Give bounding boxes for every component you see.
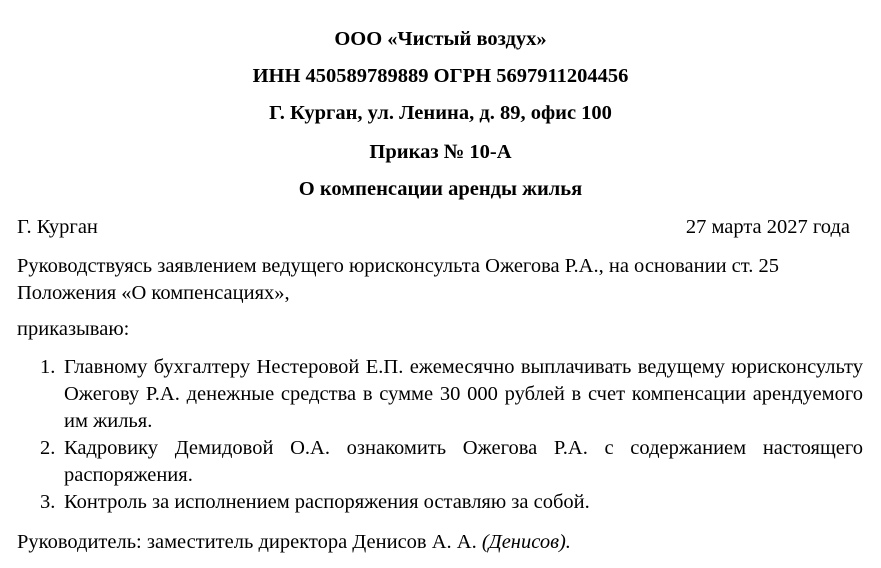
list-item-text: Главному бухгалтеру Нестеровой Е.П. ежемесячно выплачивать ведущему юрисконсульту Ожегову Р.А. денежные средства в сумме 30 000 рублей в счет компенсации арендуемого им жилья. — [64, 356, 863, 432]
company-registration: ИНН 450589789889 ОГРН 5697911204456 — [252, 65, 629, 87]
order-number: Приказ № 10-А — [369, 141, 512, 163]
signature-line — [17, 530, 571, 554]
order-subject: О компенсации аренды жилья — [298, 178, 583, 200]
list-item — [40, 435, 863, 489]
command-word: приказываю: — [17, 318, 130, 340]
place-of-issue: Г. Курган — [17, 216, 98, 238]
list-item-text: Кадровику Демидовой О.А. ознакомить Ожегова Р.А. с содержанием настоящего распоряжения. — [64, 437, 863, 486]
preamble-paragraph: Руководствуясь заявлением ведущего юрисконсульта Ожегова Р.А., на основании ст. 25 Положения «О компенсациях», — [17, 255, 779, 304]
company-address: Г. Курган, ул. Ленина, д. 89, офис 100 — [269, 102, 612, 124]
handwritten-signature: (Денисов). — [481, 531, 571, 553]
list-item-text: Контроль за исполнением распоряжения оставляю за собой. — [64, 491, 590, 513]
order-date: 27 марта 2027 года — [685, 216, 850, 238]
list-item-number: 2. — [40, 437, 56, 459]
list-item — [40, 489, 863, 516]
list-item-number: 3. — [40, 491, 56, 513]
signature-label: Руководитель: заместитель директора Денисов А. А. — [17, 531, 477, 553]
list-item — [40, 354, 863, 435]
list-item-number: 1. — [40, 356, 56, 378]
order-items-list — [40, 354, 863, 516]
company-name: ООО «Чистый воздух» — [334, 28, 547, 50]
